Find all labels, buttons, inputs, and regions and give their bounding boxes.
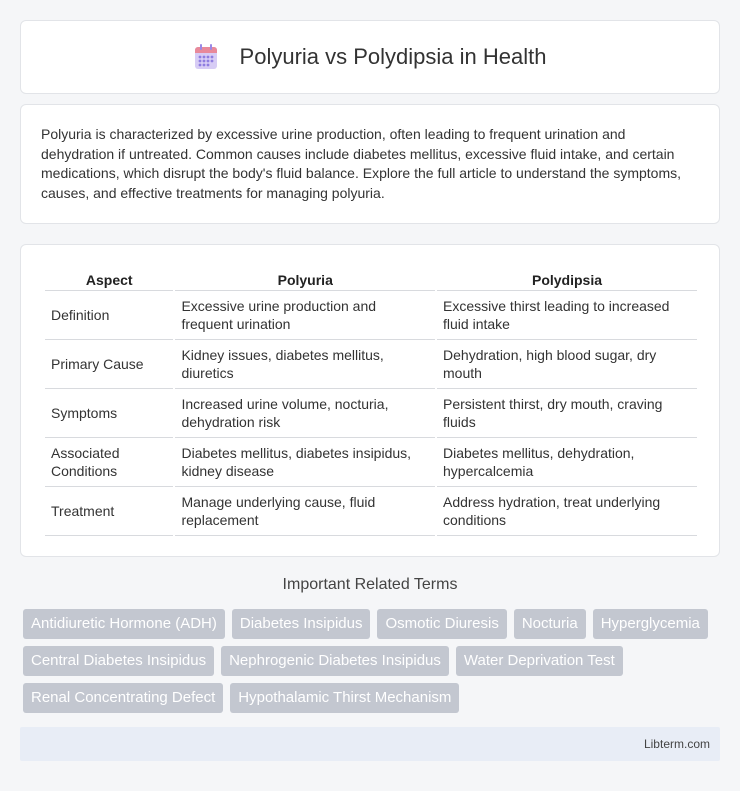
related-term-tag[interactable]: Nephrogenic Diabetes Insipidus	[221, 646, 449, 676]
related-terms-title: Important Related Terms	[282, 576, 458, 593]
table-header-row	[45, 265, 697, 291]
related-term-tag[interactable]: Diabetes Insipidus	[232, 609, 371, 639]
row-polyuria: Kidney issues, diabetes mellitus, diuretics	[175, 340, 435, 389]
comparison-table	[43, 265, 699, 536]
related-term-tag[interactable]: Renal Concentrating Defect	[23, 683, 223, 713]
row-polyuria: Manage underlying cause, fluid replacement	[175, 487, 435, 536]
row-aspect: Primary Cause	[45, 340, 173, 389]
table-row	[45, 438, 697, 487]
related-terms-list	[23, 609, 723, 713]
header-polydipsia: Polydipsia	[437, 265, 697, 291]
row-polyuria: Diabetes mellitus, diabetes insipidus, kidney disease	[175, 438, 435, 487]
related-term-tag[interactable]: Water Deprivation Test	[456, 646, 623, 676]
related-term-tag[interactable]: Osmotic Diuresis	[377, 609, 506, 639]
related-term-tag[interactable]: Hyperglycemia	[593, 609, 708, 639]
row-polydipsia: Diabetes mellitus, dehydration, hypercalcemia	[437, 438, 697, 487]
intro-text: Polyuria is characterized by excessive urine production, often leading to frequent urination and dehydration if untreated. Common causes include diabetes mellitus, excessive fluid intake, and certain medications, which disrupt the body's fluid balance. Explore the full article to understand the symptoms, causes, and effective treatments for managing polyuria.	[41, 126, 682, 201]
row-aspect: Definition	[45, 291, 173, 340]
row-polydipsia: Persistent thirst, dry mouth, craving fluids	[437, 389, 697, 438]
related-term-tag[interactable]: Central Diabetes Insipidus	[23, 646, 214, 676]
header-polyuria: Polyuria	[175, 265, 435, 291]
footer	[20, 727, 720, 761]
row-polydipsia: Address hydration, treat underlying conditions	[437, 487, 697, 536]
table-row	[45, 291, 697, 340]
header-card	[20, 20, 720, 94]
table-row	[45, 389, 697, 438]
calendar-grid-icon	[194, 44, 218, 70]
row-aspect: Symptoms	[45, 389, 173, 438]
page-title: Polyuria vs Polydipsia in Health	[239, 44, 547, 69]
table-row	[45, 340, 697, 389]
table-row	[45, 487, 697, 536]
related-term-tag[interactable]: Nocturia	[514, 609, 586, 639]
row-polydipsia: Excessive thirst leading to increased fluid intake	[437, 291, 697, 340]
row-polyuria: Excessive urine production and frequent urination	[175, 291, 435, 340]
header-aspect: Aspect	[45, 265, 173, 291]
row-polyuria: Increased urine volume, nocturia, dehydration risk	[175, 389, 435, 438]
related-term-tag[interactable]: Antidiuretic Hormone (ADH)	[23, 609, 225, 639]
comparison-table-card	[20, 244, 720, 557]
row-polydipsia: Dehydration, high blood sugar, dry mouth	[437, 340, 697, 389]
intro-card	[20, 104, 720, 224]
row-aspect: Associated Conditions	[45, 438, 173, 487]
footer-brand-link[interactable]: Libterm.com	[643, 737, 710, 751]
row-aspect: Treatment	[45, 487, 173, 536]
related-term-tag[interactable]: Hypothalamic Thirst Mechanism	[230, 683, 459, 713]
